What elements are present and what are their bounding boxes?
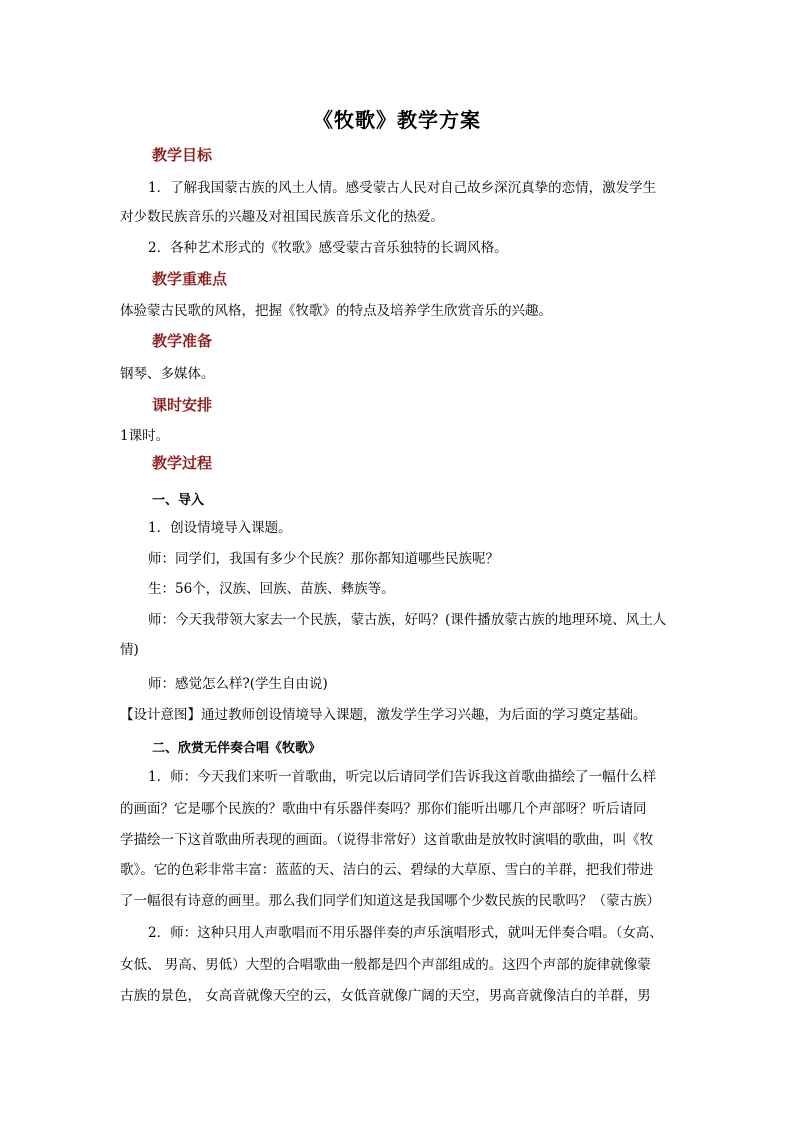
part2-para2-line3: 古族的景色， 女高音就像天空的云，女低音就像广阔的天空，男高音就像洁白的羊群，男 (120, 988, 651, 1004)
keypoints-text: 体验蒙古民歌的风格，把握《牧歌》的特点及培养学生欣赏音乐的兴趣。 (120, 303, 552, 319)
teacher-line-2a: 师：今天我带领大家去一个民族，蒙古族，好吗？(课件播放蒙古族的地理环境、风土人 (148, 612, 667, 628)
part2-para1-line5: 了一幅很有诗意的画里。那么我们同学们知道这是我国哪个少数民族的民歌吗？（蒙古族） (120, 893, 660, 909)
goals-heading: 教学目标 (152, 146, 213, 164)
teacher-line-3: 师：感觉怎么样?(学生自由说) (148, 676, 328, 692)
prep-heading: 教学准备 (152, 332, 213, 350)
document-title: 《牧歌》教学方案 (313, 108, 481, 132)
prep-text: 钢琴、多媒体。 (120, 366, 215, 382)
schedule-text: 1课时。 (120, 428, 170, 444)
part1-heading: 一、导入 (152, 493, 205, 508)
goal-2: 2．各种艺术形式的《牧歌》感受蒙古音乐独特的长调风格。 (148, 240, 508, 256)
schedule-heading: 课时安排 (152, 396, 213, 414)
part2-para2-line2: 女低、 男高、男低）大型的合唱歌曲一般都是四个声部组成的。这四个声部的旋律就像蒙 (120, 957, 651, 973)
teacher-line-1: 师：同学们，我国有多少个民族？那你都知道哪些民族呢？ (148, 551, 499, 567)
step-1: 1．创设情境导入课题。 (148, 520, 292, 536)
keypoints-heading: 教学重难点 (152, 270, 228, 288)
part2-para1-line2: 的画面？它是哪个民族的？歌曲中有乐器伴奏吗？那你们能听出哪几个声部呀？听后请同 (120, 801, 647, 817)
part2-heading: 二、欣赏无伴奏合唱《牧歌》 (152, 741, 322, 756)
part2-para1-line3: 学描绘一下这首歌曲所表现的画面。（说得非常好）这首歌曲是放牧时演唱的歌曲，叫《牧 (120, 832, 654, 848)
part2-para2-line1: 2．师：这种只用人声歌唱而不用乐器伴奏的声乐演唱形式，就叫无伴奏合唱。（女高、 (148, 925, 663, 941)
student-line-1: 生：56个，汉族、回族、苗族、彝族等。 (148, 581, 395, 597)
goal-1-line2: 对少数民族音乐的兴趣及对祖国民族音乐文化的热爱。 (120, 209, 444, 225)
part2-para1-line4: 歌》。它的色彩非常丰富：蓝蓝的天、洁白的云、碧绿的大草原、雪白的羊群，把我们带进 (120, 862, 654, 878)
process-heading: 教学过程 (152, 454, 213, 472)
goal-1-line1: 1．了解我国蒙古族的风土人情。感受蒙古人民对自己故乡深沉真挚的恋情，激发学生 (148, 180, 657, 196)
part2-para1-line1: 1．师：今天我们来听一首歌曲，听完以后请同学们告诉我这首歌曲描绘了一幅什么样 (148, 769, 657, 785)
design-note: 【设计意图】通过教师创设情境导入课题，激发学生学习兴趣，为后面的学习奠定基础。 (120, 707, 647, 723)
teacher-line-2b: 情) (120, 642, 139, 658)
